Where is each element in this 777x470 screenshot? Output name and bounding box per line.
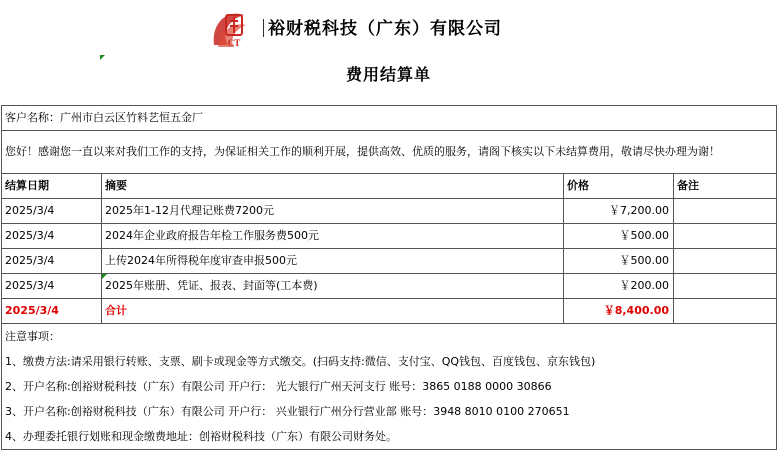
document-title: 费用结算单: [345, 65, 431, 84]
header-summary: 摘要: [102, 174, 564, 199]
row-summary: [102, 274, 564, 299]
company-name-text: 裕财税科技（广东）有限公司: [268, 19, 502, 39]
table-row: [2, 249, 777, 274]
note-item: 1、缴费方法:请采用银行转账、支票、刷卡或现金等方式缴交。(扫码支持:微信、支付宝、QQ钱包、百度钱包、京东钱包): [2, 349, 777, 374]
row-date: 2025/3/4: [2, 249, 102, 274]
row-summary: 2025年1-12月代理记账费7200元: [102, 199, 564, 224]
cell-marker-icon: [100, 55, 105, 60]
cell-marker-icon: [102, 274, 107, 279]
svg-text:CT: CT: [227, 38, 241, 48]
table-row: [2, 199, 777, 224]
header-remark: 备注: [674, 174, 777, 199]
row-summary: 2024年企业政府报告年检工作服务费500元: [102, 224, 564, 249]
customer-row: [2, 106, 777, 131]
header-price: 价格: [564, 174, 674, 199]
total-row: [2, 299, 777, 324]
note-row: [2, 399, 777, 424]
customer-name: 广州市白云区竹料艺恒五金厂: [60, 111, 203, 124]
row-price: ￥200.00: [564, 274, 674, 299]
row-remark: [674, 199, 777, 224]
note-item: 3、开户名称:创裕财税科技（广东）有限公司 开户行： 兴业银行广州分行营业部 账号：3948 8010 0100 270651: [2, 399, 777, 424]
row-remark: [674, 274, 777, 299]
customer-label: 客户名称：: [5, 111, 60, 124]
company-name: [263, 14, 502, 39]
header-date: 结算日期: [2, 174, 102, 199]
notes-title-row: [2, 324, 777, 350]
row-remark: [674, 224, 777, 249]
note-row: [2, 349, 777, 374]
row-date: 2025/3/4: [2, 274, 102, 299]
company-logo-icon: [208, 9, 260, 49]
total-remark: [674, 299, 777, 324]
total-label: 合计: [102, 299, 564, 324]
row-date: 2025/3/4: [2, 224, 102, 249]
title-divider: [263, 19, 264, 37]
settlement-table: [1, 105, 777, 450]
table-row: [2, 224, 777, 249]
table-row: [2, 274, 777, 299]
note-row: [2, 424, 777, 450]
notes-title: 注意事项：: [2, 324, 777, 350]
row-remark: [674, 249, 777, 274]
note-item: 2、开户名称:创裕财税科技（广东）有限公司 开户行： 光大银行广州天河支行 账号：3865 0188 0000 30866: [2, 374, 777, 399]
row-summary-text: 2025年账册、凭证、报表、封面等(工本费): [105, 279, 318, 292]
document-header: [0, 0, 777, 84]
row-date: 2025/3/4: [2, 199, 102, 224]
note-item: 4、办理委托银行划账和现金缴费地址：创裕财税科技（广东）有限公司财务处。: [2, 424, 777, 450]
row-price: ￥500.00: [564, 224, 674, 249]
customer-cell: [2, 106, 777, 131]
total-price: ￥8,400.00: [564, 299, 674, 324]
row-summary: 上传2024年所得税年度审查申报500元: [102, 249, 564, 274]
total-date: 2025/3/4: [2, 299, 102, 324]
row-price: ￥500.00: [564, 249, 674, 274]
header-row: [2, 174, 777, 199]
greeting-text: 您好！感谢您一直以来对我们工作的支持，为保证相关工作的顺利开展，提供高效、优质的服务，请阁下核实以下未结算费用，敬请尽快办理为谢！: [2, 131, 777, 174]
row-price: ￥7,200.00: [564, 199, 674, 224]
note-row: [2, 374, 777, 399]
greeting-row: [2, 131, 777, 174]
